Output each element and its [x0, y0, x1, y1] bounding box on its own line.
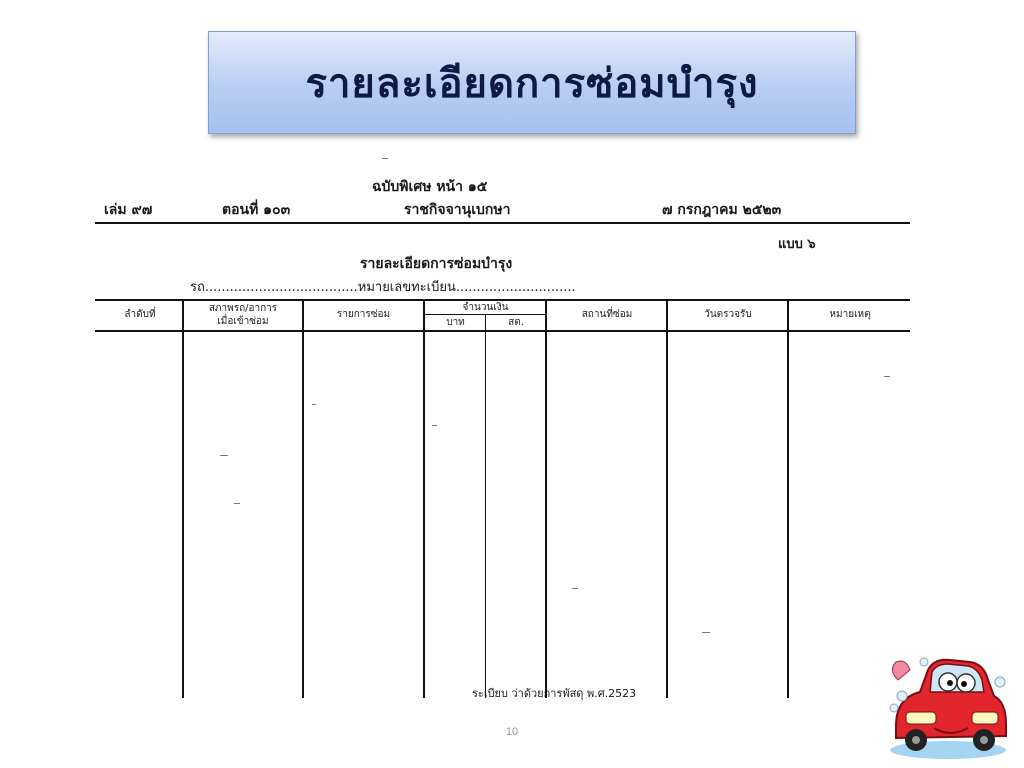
- scan-speck: [702, 632, 710, 633]
- header-inspection-date: วันตรวจรับ: [704, 309, 752, 320]
- gazette-date: ๗ กรกฎาคม ๒๕๒๓: [662, 202, 782, 218]
- form-title: รายละเอียดการซ่อมบำรุง: [360, 256, 513, 272]
- header-baht: บาท: [446, 317, 465, 328]
- header-condition-1: สภาพรถ/อาการ: [208, 303, 278, 314]
- scan-speck: [432, 425, 437, 426]
- column-divider: [485, 315, 486, 698]
- car-wash-icon: [884, 652, 1012, 762]
- header-repair-items: รายการซ่อม: [336, 309, 391, 320]
- section-label: ตอนที่ ๑๐๓: [222, 202, 291, 218]
- volume-label: เล่ม ๙๗: [104, 202, 153, 218]
- column-divider: [666, 300, 668, 698]
- header-amount: จำนวนเงิน: [462, 302, 509, 313]
- scan-speck: [382, 158, 388, 159]
- header-remarks: หมายเหตุ: [829, 309, 871, 320]
- footer-note: ระเบียบ ว่าด้วยการพัสดุ พ.ศ.2523: [472, 687, 637, 700]
- scan-speck: [884, 376, 890, 377]
- scan-speck: [312, 404, 316, 405]
- header-order: ลำดับที่: [124, 309, 156, 320]
- edition-line: ฉบับพิเศษ หน้า ๑๕: [372, 179, 488, 195]
- column-divider: [545, 300, 547, 698]
- form-label: แบบ ๖: [778, 237, 816, 252]
- gazette-label: ราชกิจจานุเบกษา: [404, 202, 511, 218]
- scan-speck: [572, 588, 578, 589]
- vehicle-line: รถ.....................................หมายเลขทะเบียน.............................: [190, 280, 576, 295]
- header-repair-place: สถานที่ซ่อม: [581, 309, 633, 320]
- column-divider: [302, 300, 304, 698]
- column-divider: [423, 300, 425, 698]
- column-divider: [787, 300, 789, 698]
- header-satang: สต.: [508, 317, 524, 328]
- header-rule: [95, 222, 910, 224]
- page-number: 10: [505, 726, 519, 738]
- slide-title: รายละเอียดการซ่อมบำรุง: [305, 59, 759, 107]
- header-condition-2: เมื่อเข้าซ่อม: [217, 316, 269, 327]
- scan-speck: [234, 503, 240, 504]
- scan-speck: [220, 455, 228, 456]
- column-divider: [182, 300, 184, 698]
